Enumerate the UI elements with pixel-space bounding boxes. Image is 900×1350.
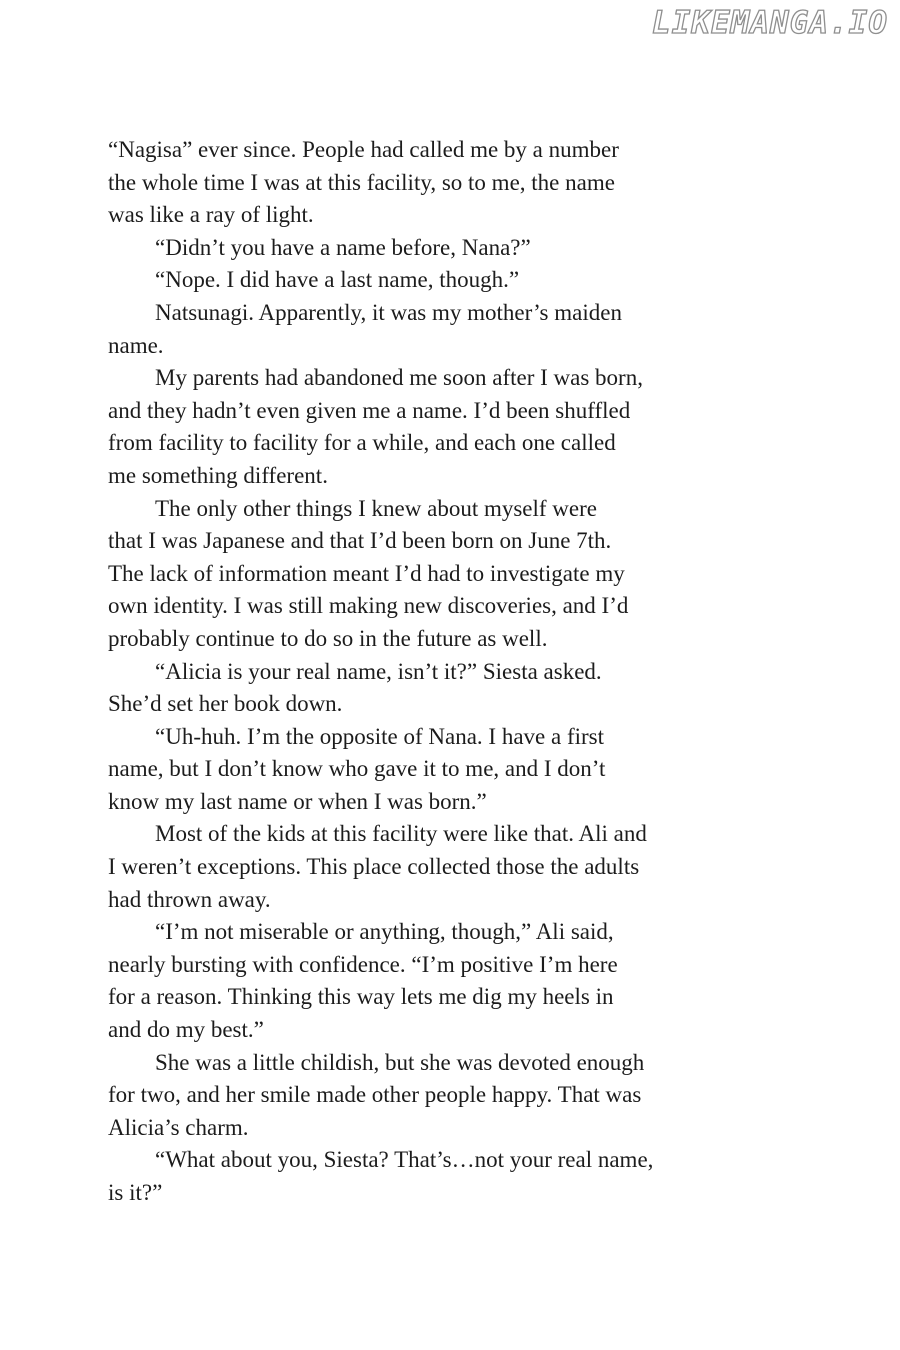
text-line: own identity. I was still making new discoveries, and I’d	[108, 593, 629, 619]
text-line: nearly bursting with confidence. “I’m positive I’m here	[108, 951, 618, 977]
text-line: The only other things I knew about myself were	[155, 495, 597, 521]
text-line: name, but I don’t know who gave it to me, and I don’t	[108, 756, 606, 782]
text-line: “Uh-huh. I’m the opposite of Nana. I have a first	[155, 723, 604, 749]
text-line: and do my best.”	[108, 1017, 264, 1043]
text-line: me something different.	[108, 462, 328, 488]
text-line: “Nope. I did have a last name, though.”	[155, 267, 520, 293]
text-line: “I’m not miserable or anything, though,” Ali said,	[155, 919, 614, 945]
text-line: know my last name or when I was born.”	[108, 788, 487, 814]
text-line: and they hadn’t even given me a name. I’d been shuffled	[108, 397, 631, 423]
text-line: “Didn’t you have a name before, Nana?”	[155, 234, 531, 260]
text-line: for a reason. Thinking this way lets me dig my heels in	[108, 984, 614, 1010]
text-line: “Nagisa” ever since. People had called me by a number	[108, 137, 619, 162]
text-line: “Alicia is your real name, isn’t it?” Siesta asked.	[155, 658, 602, 684]
text-line: Alicia’s charm.	[108, 1114, 249, 1140]
text-line: had thrown away.	[108, 886, 271, 912]
text-line: was like a ray of light.	[108, 202, 314, 228]
novel-page-text	[108, 134, 748, 1210]
text-line: “What about you, Siesta? That’s…not your real name,	[155, 1147, 654, 1173]
site-watermark-logo: LIKEMANGA.IO	[652, 5, 888, 41]
text-line: The lack of information meant I’d had to investigate my	[108, 560, 625, 586]
text-line: I weren’t exceptions. This place collected those the adults	[108, 854, 640, 880]
text-line: probably continue to do so in the future as well.	[108, 625, 548, 651]
text-line: She was a little childish, but she was devoted enough	[155, 1049, 645, 1075]
text-line: the whole time I was at this facility, so to me, the name	[108, 169, 615, 195]
text-line: Natsunagi. Apparently, it was my mother’s maiden	[155, 299, 622, 325]
text-line: from facility to facility for a while, and each one called	[108, 430, 616, 456]
text-line: My parents had abandoned me soon after I was born,	[155, 365, 643, 391]
text-line: for two, and her smile made other people happy. That was	[108, 1082, 642, 1108]
text-line: is it?”	[108, 1180, 163, 1205]
text-line: name.	[108, 332, 164, 358]
text-line: She’d set her book down.	[108, 691, 343, 717]
text-line: Most of the kids at this facility were like that. Ali and	[155, 821, 647, 847]
text-line: that I was Japanese and that I’d been born on June 7th.	[108, 528, 612, 554]
